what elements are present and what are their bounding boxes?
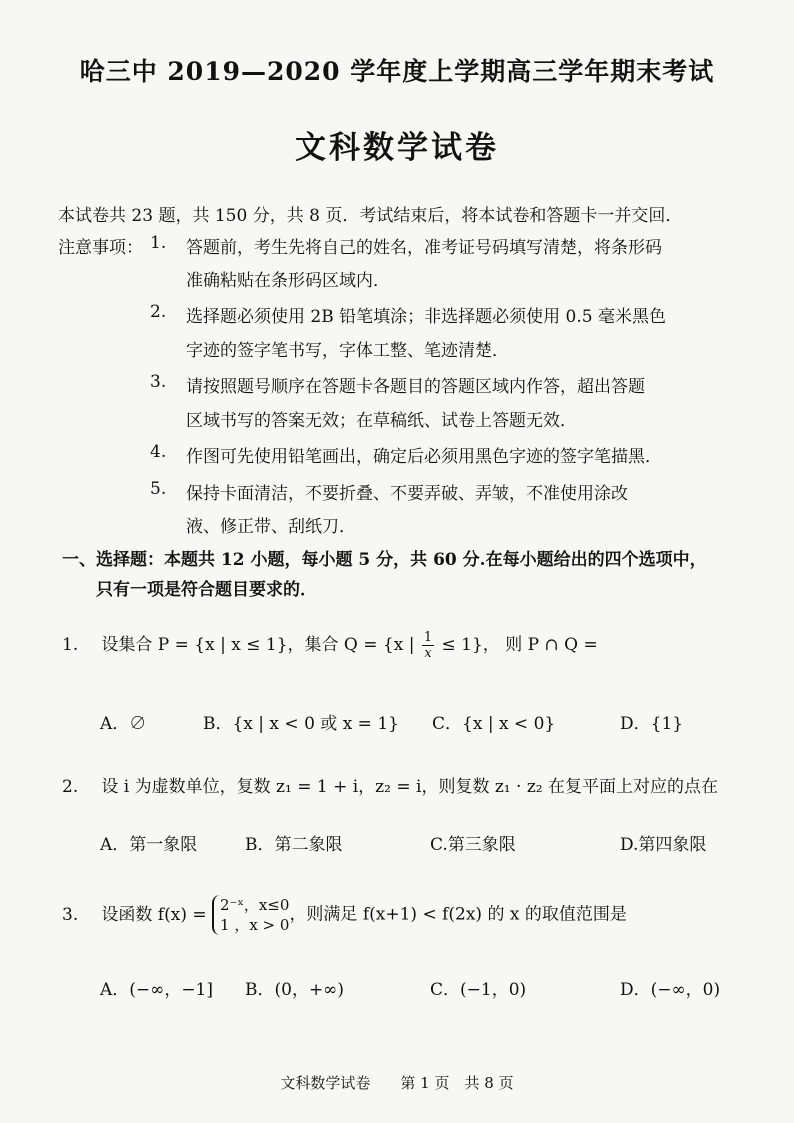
exam-title: 哈三中 2019—2020 学年度上学期高三学年期末考试 (79, 57, 715, 86)
question-number: 1. (62, 635, 79, 655)
option-c: C.第三象限 (430, 835, 516, 855)
question-text: 设函数 f(x) = (101, 904, 213, 925)
note-text: 保持卡面清洁，不要折叠、不要弄破、弄皱，不准使用涂改 (186, 484, 628, 504)
note-text: 液、修正带、刮纸刀． (186, 517, 356, 537)
question-2 (62, 772, 718, 797)
note-number: 1. (150, 233, 167, 253)
note-text: 准确粘贴在条形码区域内． (186, 271, 390, 291)
option-c: C．(−1，0) (430, 980, 527, 1000)
question-3 (62, 895, 627, 935)
section-heading-cont: 只有一项是符合题目要求的． (96, 580, 317, 600)
fraction-numerator: 1 (423, 630, 433, 645)
question-number: 2. (62, 777, 79, 797)
note-number: 5. (150, 479, 167, 499)
note-number: 2. (150, 302, 167, 322)
note-text: 区域书写的答案无效；在草稿纸、试卷上答题无效． (186, 411, 577, 431)
option-d: D.第四象限 (620, 835, 707, 855)
question-text-cont: ≤ 1}， 则 P ∩ Q = (436, 635, 598, 655)
fraction-denominator: x (424, 646, 432, 661)
option-d: D．(−∞，0) (620, 980, 721, 1000)
option-b: B．第二象限 (245, 835, 343, 855)
option-c: C．{x | x < 0} (432, 714, 556, 734)
question-text: 设集合 P = {x | x ≤ 1}，集合 Q = {x | (101, 635, 420, 655)
option-a: A．(−∞，−1] (100, 980, 214, 1000)
note-text: 作图可先使用铅笔画出，确定后必须用黑色字迹的签字笔描黑． (186, 447, 662, 467)
fraction (422, 630, 434, 661)
exam-subtitle: 文科数学试卷 (295, 130, 499, 166)
option-a: A．∅ (100, 714, 147, 734)
note-number: 3. (150, 372, 167, 392)
piecewise-function (212, 895, 289, 935)
note-text: 答题前，考生先将自己的姓名，准考证号码填写清楚，将条形码 (186, 238, 662, 258)
note-text: 选择题必须使用 2B 铅笔填涂；非选择题必须使用 0.5 毫米黑色 (186, 307, 666, 327)
piece-case-1: 2⁻ˣ，x≤0 (220, 896, 290, 914)
notes-label: 注意事项： (58, 238, 143, 258)
intro-text: 本试卷共 23 题，共 150 分，共 8 页．考试结束后，将本试卷和答题卡一并交回． (58, 206, 683, 226)
page-footer: 文科数学试卷 第 1 页 共 8 页 (280, 1074, 514, 1092)
question-1 (62, 630, 598, 661)
note-number: 4. (150, 442, 167, 462)
note-text: 字迹的签字笔书写，字体工整、笔迹清楚． (186, 341, 509, 361)
option-d: D．{1} (620, 714, 684, 734)
note-text: 请按照题号顺序在答题卡各题目的答题区域内作答，超出答题 (186, 377, 645, 397)
question-text: 设 i 为虚数单位，复数 z₁ = 1 + i，z₂ = i，则复数 z₁ · z₂ 在复平面上对应的点在 (101, 777, 719, 797)
section-heading: 一、选择题：本题共 12 小题，每小题 5 分，共 60 分.在每小题给出的四个选项中， (62, 550, 707, 570)
question-number: 3. (62, 904, 79, 925)
question-text-cont: ，则满足 f(x+1) < f(2x) 的 x 的取值范围是 (289, 904, 627, 925)
piece-case-2: 1 ，x > 0 (220, 916, 290, 934)
option-b: B．{x | x < 0 或 x = 1} (203, 714, 399, 734)
option-a: A．第一象限 (100, 835, 198, 855)
option-b: B．(0，+∞) (245, 980, 344, 1000)
